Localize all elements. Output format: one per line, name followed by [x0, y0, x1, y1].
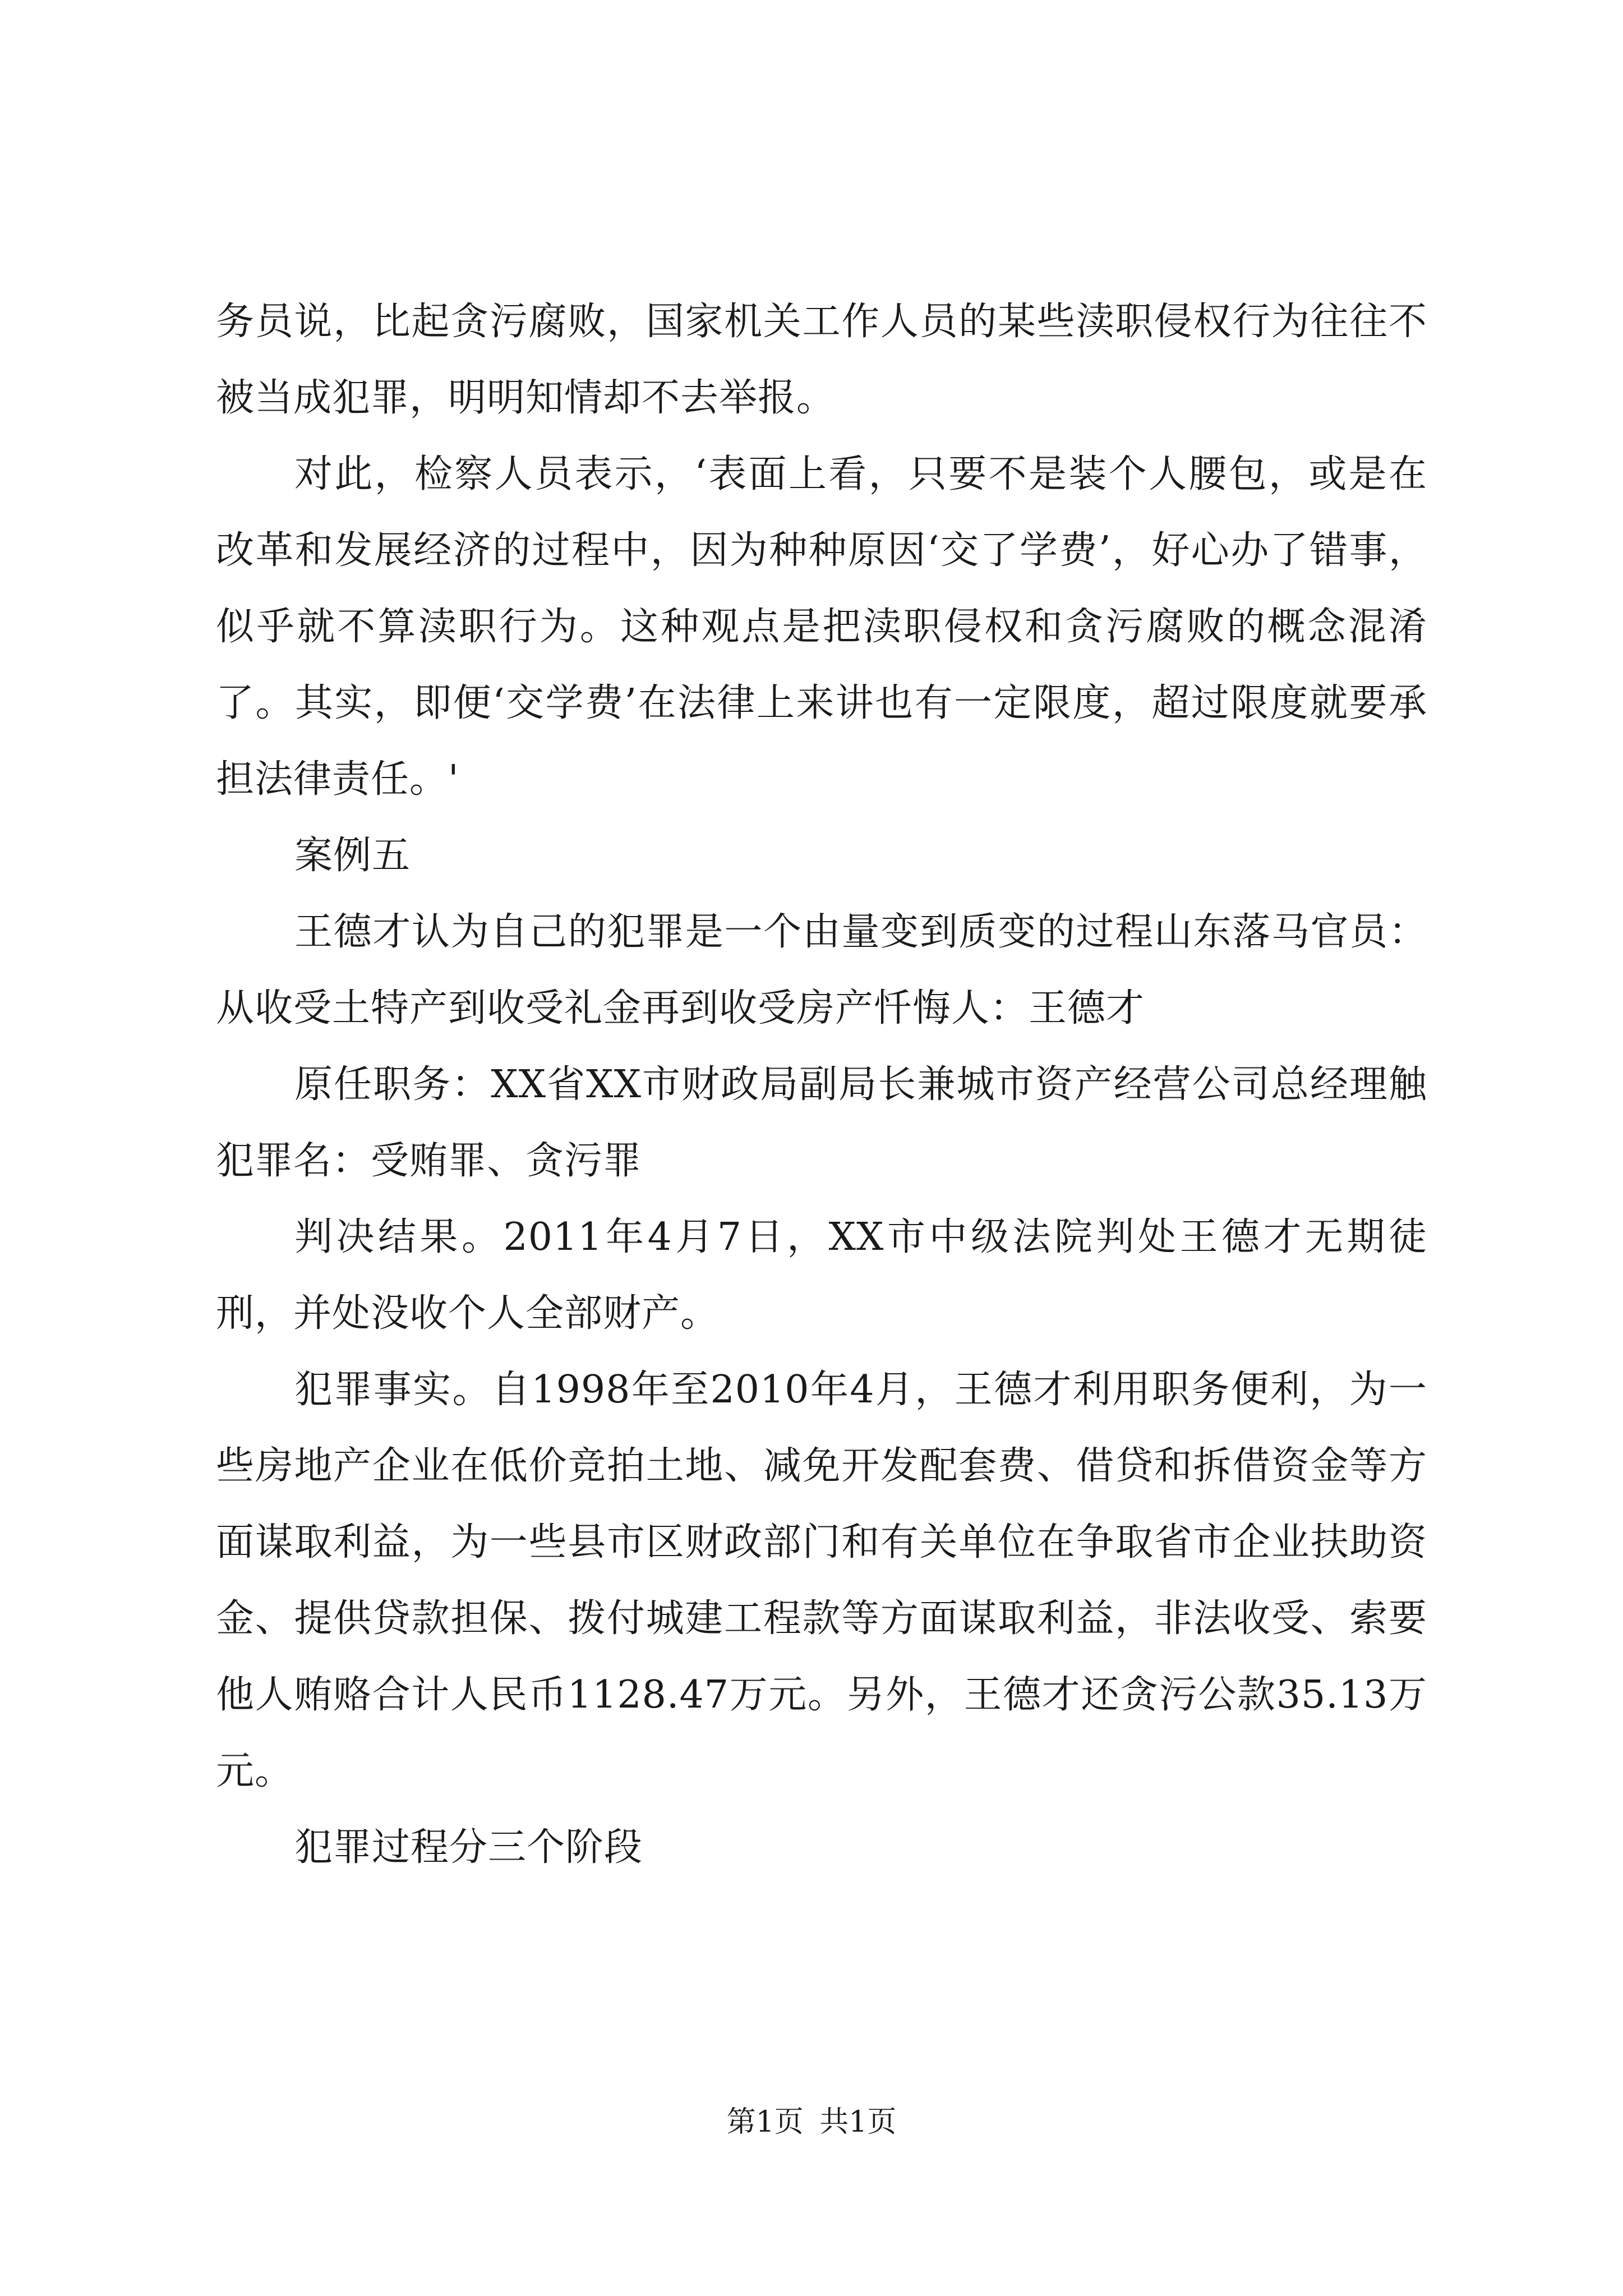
- paragraph-case-title: 王德才认为自己的犯罪是一个由量变到质变的过程山东落马官员：从收受土特产到收受礼金再到收受房产忏悔人：王德才: [216, 910, 1427, 1030]
- paragraph-former-position: 原任职务：XX省XX市财政局副局长兼城市资产经营公司总经理触犯罪名：受贿罪、贪污罪: [216, 1062, 1427, 1183]
- section-heading-case-five: 案例五: [294, 834, 411, 878]
- paragraph-crime-facts: 犯罪事实。自1998年至2010年4月，王德才利用职务便利，为一些房地产企业在低价竞拍土地、减免开发配套费、借贷和拆借资金等方面谋取利益，为一些县市区财政部门和有关单位在争取省市企业扶助资金、提供贷款担保、拨付城建工程款等方面谋取利益，非法收受、索要他人贿赂合计人民币1128.47万元。另外，王德才还贪污公款35.13万元。: [216, 1368, 1427, 1793]
- page-number: 第1页: [726, 2105, 804, 2139]
- document-body: [216, 284, 1427, 1886]
- page-footer: [0, 2102, 1623, 2142]
- paragraph-crime-stages: 犯罪过程分三个阶段: [294, 1825, 643, 1870]
- paragraph-continuation: 务员说，比起贪污腐败，国家机关工作人员的某些渎职侵权行为往往不被当成犯罪，明明知情却不去举报。: [216, 300, 1427, 420]
- paragraph-prosecutor-statement: 对此，检察人员表示，‘表面上看，只要不是装个人腰包，或是在改革和发展经济的过程中，因为种种原因‘交了学费’，好心办了错事，似乎就不算渎职行为。这种观点是把渎职侵权和贪污腐败的概念混淆了。其实，即便‘交学费’在法律上来讲也有一定限度，超过限度就要承担法律责任。': [216, 452, 1427, 802]
- paragraph-verdict: 判决结果。2011年4月7日，XX市中级法院判处王德才无期徒刑，并处没收个人全部财产。: [216, 1215, 1427, 1336]
- page-total: 共1页: [819, 2105, 897, 2139]
